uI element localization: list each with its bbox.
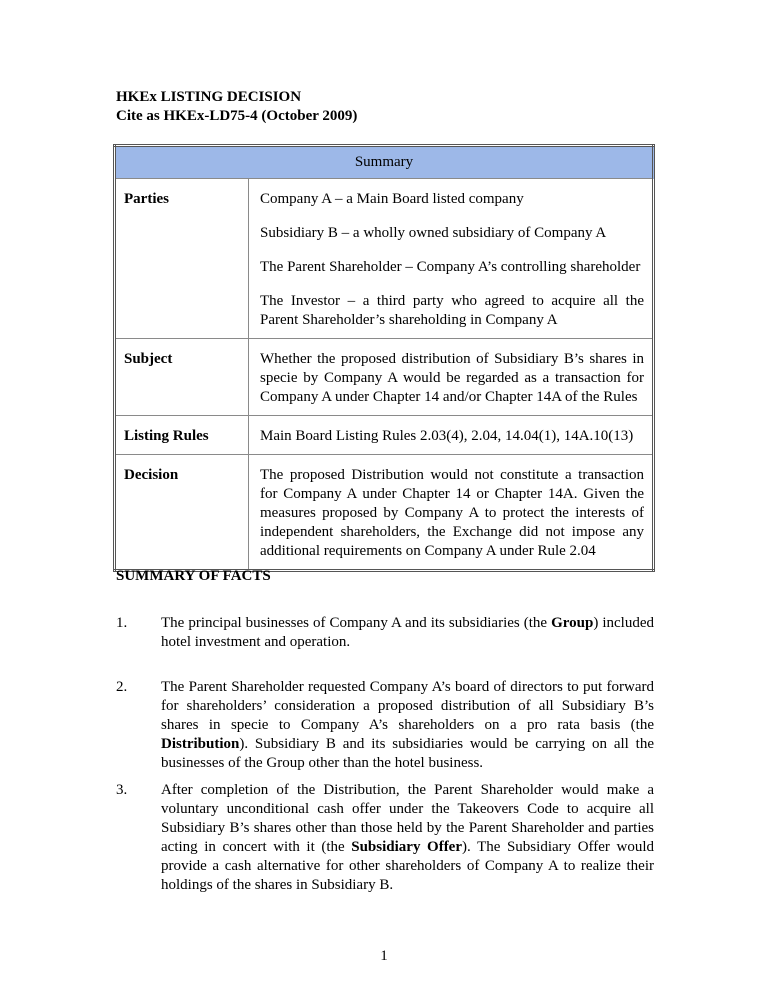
item-number: 3. <box>116 782 128 798</box>
listing-rules-text: Main Board Listing Rules 2.03(4), 2.04, 14.04(1), 14A.10(13) <box>260 428 634 444</box>
summary-row-parties <box>115 179 654 339</box>
row-value <box>249 179 654 339</box>
summary-row-decision <box>115 455 654 571</box>
row-label: Listing Rules <box>115 416 249 455</box>
summary-table <box>113 144 655 572</box>
summary-row-subject <box>115 339 654 416</box>
party-subsidiary-b: Subsidiary B – a wholly owned subsidiary of Company A <box>260 225 607 241</box>
row-label: Decision <box>115 455 249 571</box>
party-parent-shareholder: The Parent Shareholder – Company A’s controlling shareholder <box>260 259 641 275</box>
fact-item <box>116 678 654 773</box>
decision-text: The proposed Distribution would not constitute a transaction for Company A under Chapter 14 or Chapter 14A. Given the measures proposed by Company A to protect the interests of independent shareholders, the Exchange did not impose any additional requirements on Company A under Rule 2.04 <box>260 467 644 559</box>
document-header <box>116 88 357 126</box>
row-label: Parties <box>115 179 249 339</box>
row-value <box>249 339 654 416</box>
fact-item <box>116 614 654 652</box>
decision-title: HKEx LISTING DECISION <box>116 89 302 105</box>
row-value <box>249 416 654 455</box>
party-investor: The Investor – a third party who agreed to acquire all the Parent Shareholder’s shareholding in Company A <box>260 293 644 328</box>
fact-item <box>116 781 654 895</box>
subject-text: Whether the proposed distribution of Subsidiary B’s shares in specie by Company A would be regarded as a transaction for Company A under Chapter 14 and/or Chapter 14A of the Rules <box>260 351 644 405</box>
item-number: 2. <box>116 679 128 695</box>
section-heading: SUMMARY OF FACTS <box>116 568 271 584</box>
row-label: Subject <box>115 339 249 416</box>
summary-row-listing-rules <box>115 416 654 455</box>
summary-heading: Summary <box>115 146 654 179</box>
page-number: 1 <box>380 948 388 964</box>
item-text: The Parent Shareholder requested Company A’s board of directors to put forward for shareholders’ consideration a proposed distribution of all Subsidiary B’s shares in specie to Company A’s shareholders on a pro rata basis (the Distribution). Subsidiary B and its subsidiaries would be carrying on all the businesses of the Group other than the hotel business. <box>161 679 654 771</box>
row-value <box>249 455 654 571</box>
item-text: After completion of the Distribution, the Parent Shareholder would make a voluntary unconditional cash offer under the Takeovers Code to acquire all Subsidiary B’s shares other than those held by the Parent Shareholder and parties acting in concert with it (the Subsidiary Offer). The Subsidiary Offer would provide a cash alternative for other shareholders of Company A to realize their holdings of the shares in Subsidiary B. <box>161 782 654 893</box>
citation: Cite as HKEx-LD75-4 (October 2009) <box>116 108 358 124</box>
party-company-a: Company A – a Main Board listed company <box>260 191 524 207</box>
item-text: The principal businesses of Company A and its subsidiaries (the Group) included hotel investment and operation. <box>161 615 654 650</box>
item-number: 1. <box>116 615 128 631</box>
